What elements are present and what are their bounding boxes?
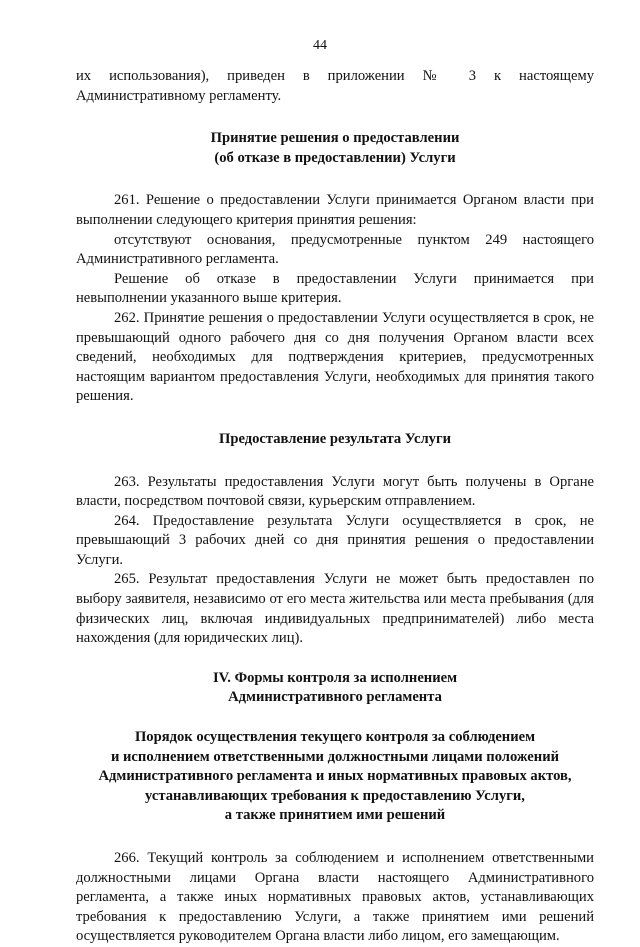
page-number: 44 <box>313 38 327 53</box>
chapter-heading-line2: Административного регламента <box>228 689 442 706</box>
chapter-heading-line1: IV. Формы контроля за исполнением <box>212 669 458 686</box>
paragraph-261: 261. Решение о предоставлении Услуги принимается Органом власти при выполнении следующего критерия принятия решения: <box>76 192 594 228</box>
subsection-heading-line2: и исполнением ответственными должностными лицами положений <box>110 748 560 765</box>
paragraph-263: 263. Результаты предоставления Услуги могут быть получены в Органе власти, посредством почтовой связи, курьерским отправлением. <box>76 473 594 510</box>
carryover-paragraph: их использования), приведен в приложении № 3 к настоящему Административному регламенту. <box>76 68 594 104</box>
paragraph-261-criterion: отсутствуют основания, предусмотренные пунктом 249 настоящего Административного регламента. <box>76 231 594 268</box>
section-heading-decision-line1: Принятие решения о предоставлении <box>210 130 460 147</box>
document-body <box>76 67 594 947</box>
subsection-heading-line3: Административного регламента и иных нормативных правовых актов, <box>98 768 572 785</box>
paragraph-262: 262. Принятие решения о предоставлении Услуги осуществляется в срок, не превышающий одного рабочего дня со дня получения Органом власти всех сведений, необходимых для подтверждения критериев, предусмотренных настоящим вариантом предоставления Услуги, необходимых для принятия такого решения. <box>76 309 594 405</box>
subsection-heading-line1: Порядок осуществления текущего контроля за соблюдением <box>134 729 536 746</box>
section-heading-result: Предоставление результата Услуги <box>219 430 451 447</box>
subsection-heading-line4: устанавливающих требования к предоставлению Услуги, <box>145 787 525 804</box>
paragraph-266: 266. Текущий контроль за соблюдением и исполнением ответственными должностными лицами Органа власти настоящего Административного регламента, а также иных нормативных правовых актов, устанавливающих требования к предоставлению Услуги, а также принятием ими решений осуществляется руководителем Органа власти либо лицом, его замещающим. <box>76 850 594 945</box>
subsection-heading-line5: а также принятием ими решений <box>224 807 446 824</box>
paragraph-265: 265. Результат предоставления Услуги не может быть предоставлен по выбору заявителя, независимо от его места жительства или места пребывания (для физических лиц, включая индивидуальных предпринимателей) либо места нахождения (для юридических лиц). <box>76 571 594 647</box>
paragraph-261-refusal: Решение об отказе в предоставлении Услуги принимается при невыполнении указанного выше критерия. <box>76 270 594 307</box>
paragraph-264: 264. Предоставление результата Услуги осуществляется в срок, не превышающий 3 рабочих дней со дня принятия решения о предоставлении Услуги. <box>76 512 594 568</box>
section-heading-decision-line2: (об отказе в предоставлении) Услуги <box>214 149 456 166</box>
